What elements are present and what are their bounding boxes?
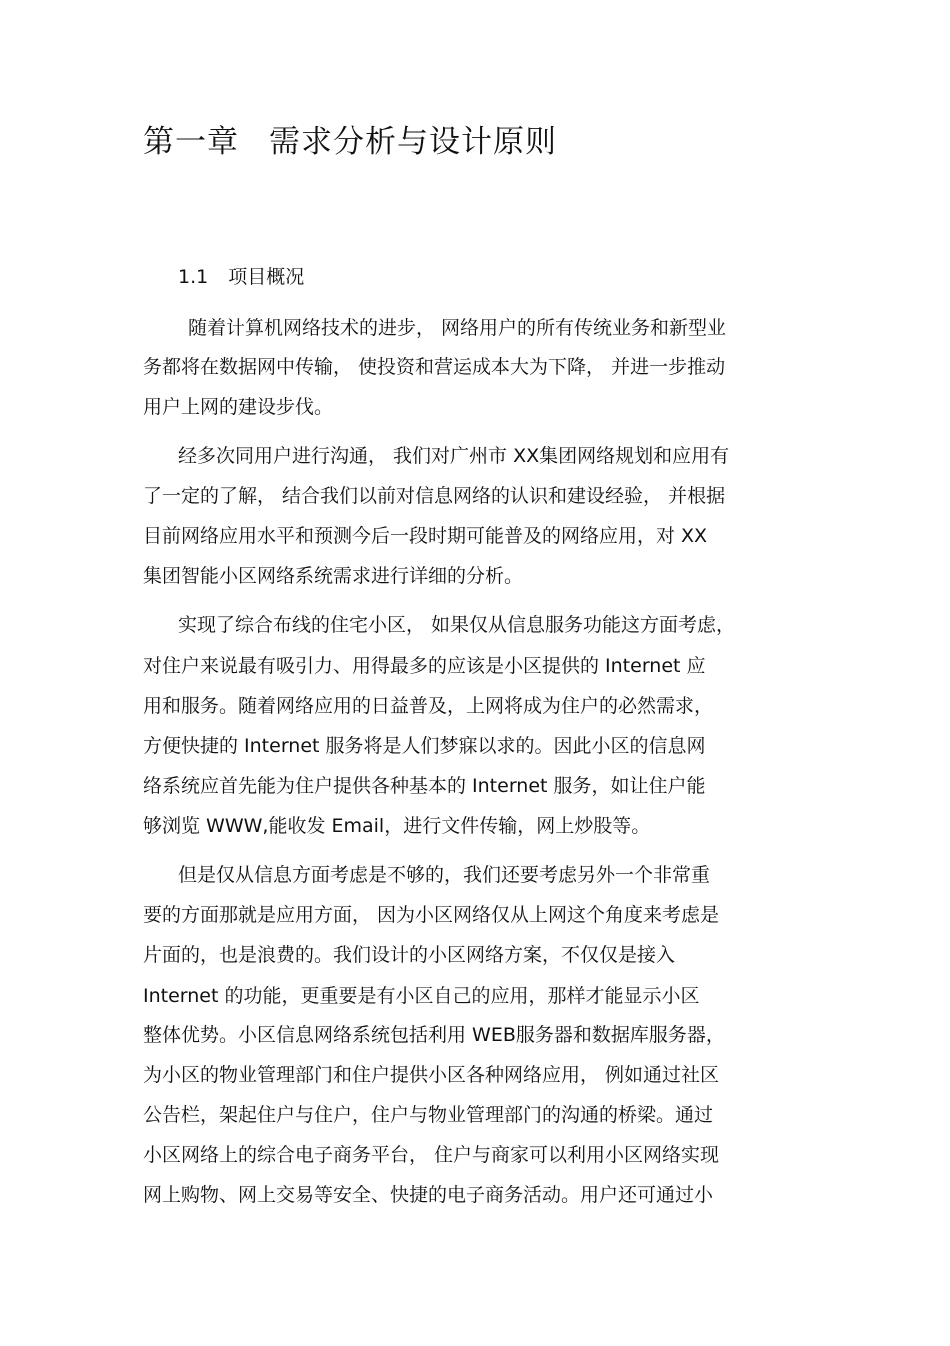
body-line: Internet 的功能，更重要是有小区自己的应用，那样才能显示小区: [143, 985, 700, 1007]
section-title: 项目概况: [228, 266, 305, 288]
body-line: 够浏览 WWW,能收发 Email，进行文件传输，网上炒股等。: [143, 815, 651, 837]
body-line: 实现了综合布线的住宅小区， 如果仅从信息服务功能这方面考虑，: [178, 614, 736, 636]
chapter-number: 第一章: [143, 124, 239, 160]
body-line: 集团智能小区网络系统需求进行详细的分析。: [143, 565, 524, 587]
body-line: 小区网络上的综合电子商务平台， 住户与商家可以利用小区网络实现: [143, 1144, 720, 1166]
section-number: 1.1: [178, 266, 209, 288]
body-line: 对住户来说最有吸引力、用得最多的应该是小区提供的 Internet 应: [143, 655, 706, 677]
body-line: 经多次同用户进行沟通， 我们对广州市 XX集团网络规划和应用有: [178, 445, 730, 467]
body-line: 随着计算机网络技术的进步， 网络用户的所有传统业务和新型业: [188, 317, 727, 339]
body-line: 网上购物、网上交易等安全、快捷的电子商务活动。用户还可通过小: [143, 1184, 714, 1206]
chapter-name: 需求分析与设计原则: [269, 124, 557, 160]
section-heading: [178, 264, 304, 290]
body-line: 要的方面那就是应用方面， 因为小区网络仅从上网这个角度来考虑是: [143, 904, 720, 926]
body-line: 了一定的了解， 结合我们以前对信息网络的认识和建设经验， 并根据: [143, 485, 726, 507]
chapter-title: [143, 122, 557, 162]
body-line: 片面的，也是浪费的。我们设计的小区网络方案，不仅仅是接入: [143, 944, 676, 966]
body-line: 方便快捷的 Internet 服务将是人们梦寐以求的。因此小区的信息网: [143, 735, 706, 757]
body-line: 公告栏，架起住户与住户，住户与物业管理部门的沟通的桥梁。通过: [143, 1104, 714, 1126]
body-line: 为小区的物业管理部门和住户提供小区各种网络应用， 例如通过社区: [143, 1064, 720, 1086]
body-line: 络系统应首先能为住户提供各种基本的 Internet 服务，如让住户能: [143, 775, 706, 797]
body-line: 但是仅从信息方面考虑是不够的，我们还要考虑另外一个非常重: [178, 864, 711, 886]
body-line: 目前网络应用水平和预测今后一段时期可能普及的网络应用，对 XX: [143, 525, 708, 547]
body-line: 用和服务。随着网络应用的日益普及，上网将成为住户的必然需求，: [143, 695, 714, 717]
body-line: 用户上网的建设步伐。: [143, 396, 334, 418]
body-line: 务都将在数据网中传输， 使投资和营运成本大为下降， 并进一步推动: [143, 356, 726, 378]
body-line: 整体优势。小区信息网络系统包括利用 WEB服务器和数据库服务器，: [143, 1024, 725, 1046]
